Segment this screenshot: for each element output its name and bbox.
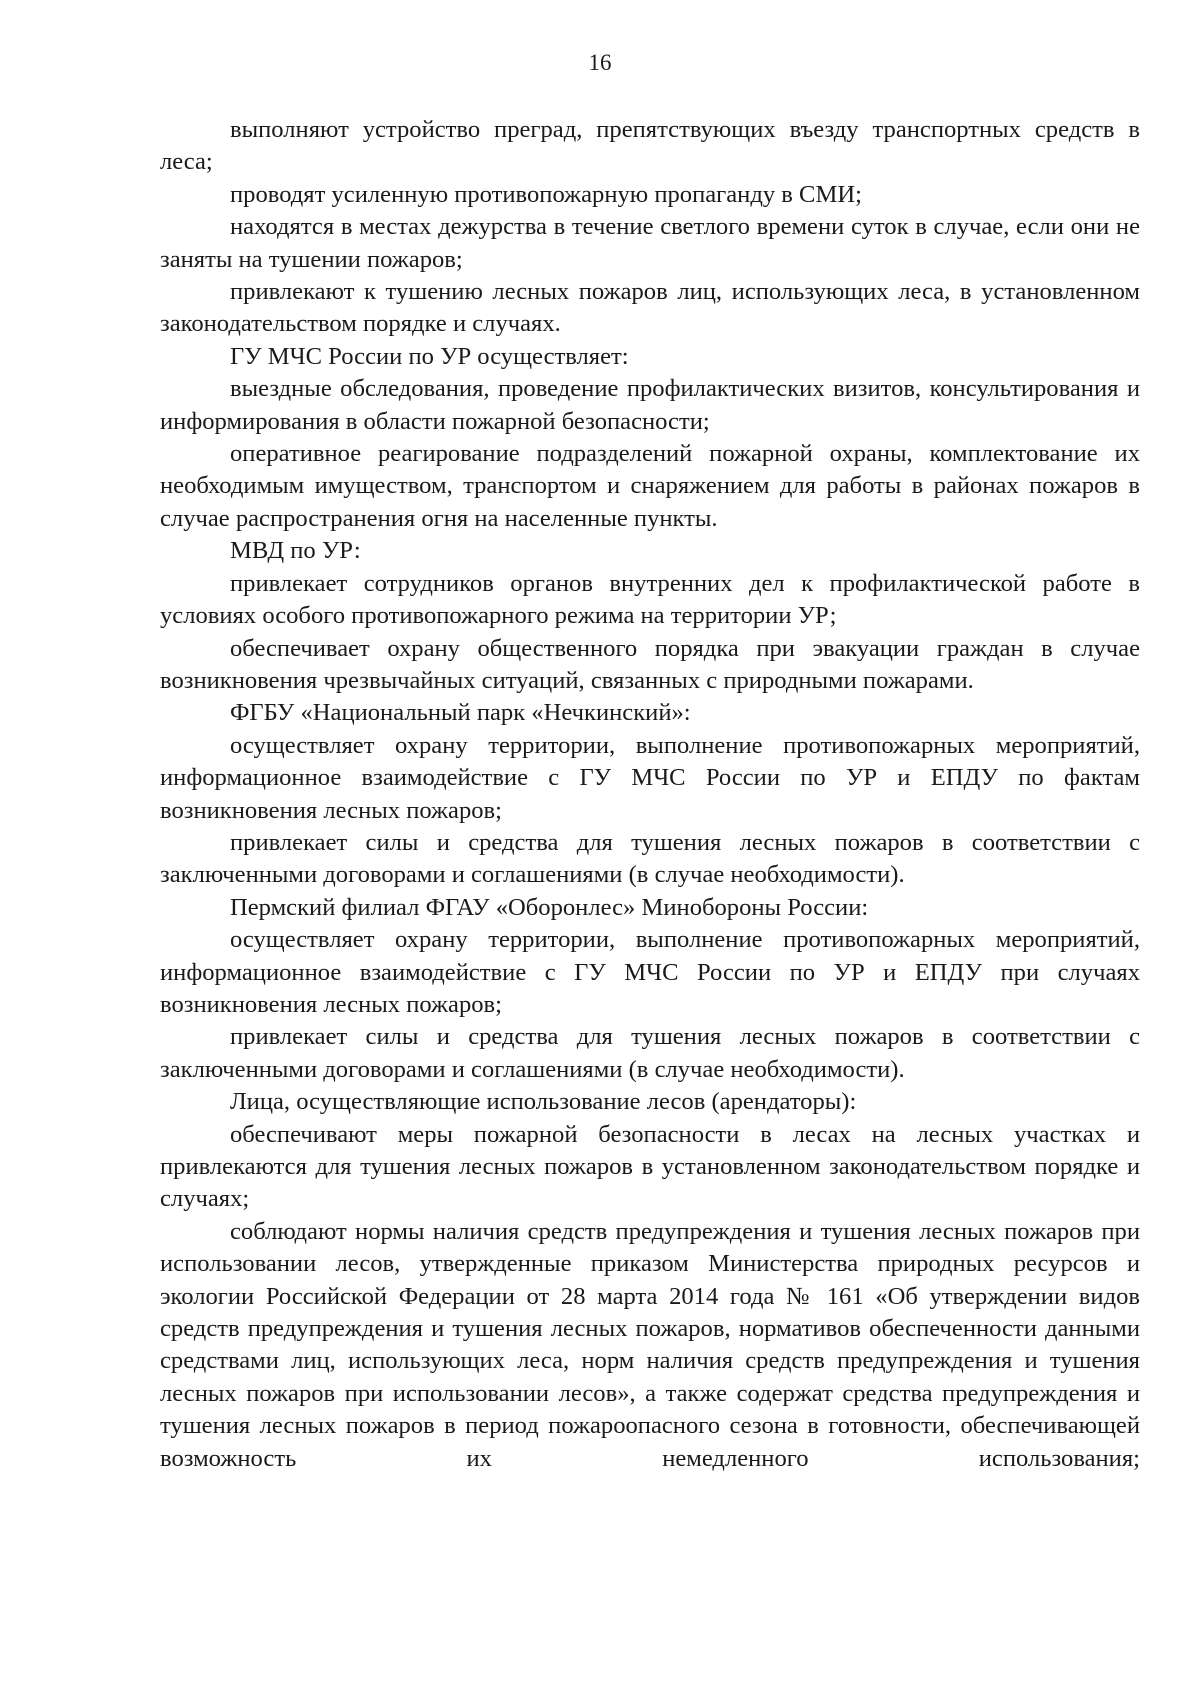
section-heading-forest-users: Лица, осуществляющие использование лесов (арендаторы): — [230, 1088, 857, 1116]
section-heading-oboronles: Пермский филиал ФГАУ «Оборонлес» Минобороны России: — [230, 893, 869, 921]
paragraph: соблюдают нормы наличия средств предупреждения и тушения лесных пожаров при использовании лесов, утвержденные приказом Министерства природных ресурсов и экологии Российской Федерации от 28 марта 2014 года № 161 «Об утверждении видов средств предупреждения и тушения лесных пожаров, нормативов обеспеченности данными средствами лиц, использующих леса, норм наличия средств предупреждения и тушения лесных пожаров при использовании лесов», а также содержат средства предупреждения и тушения лесных пожаров в период пожароопасного сезона в готовности, обеспечивающей возможность их немедленного использования; — [160, 1217, 1140, 1472]
paragraph: выполняют устройство преград, препятствующих въезду транспортных средств в леса; — [160, 116, 1140, 176]
paragraph: находятся в местах дежурства в течение светлого времени суток в случае, если они не заняты на тушении пожаров; — [160, 213, 1140, 273]
document-body — [160, 114, 1140, 1475]
paragraph: обеспечивают меры пожарной безопасности в лесах на лесных участках и привлекаются для тушения лесных пожаров в установленном законодательством порядке и случаях; — [160, 1120, 1140, 1213]
paragraph: выездные обследования, проведение профилактических визитов, консультирования и информирования в области пожарной безопасности; — [160, 375, 1140, 435]
paragraph: обеспечивает охрану общественного порядка при эвакуации граждан в случае возникновения чрезвычайных ситуаций, связанных с природными пожарами. — [160, 634, 1140, 694]
paragraph: осуществляет охрану территории, выполнение противопожарных мероприятий, информационное взаимодействие с ГУ МЧС России по УР и ЕПДУ при случаях возникновения лесных пожаров; — [160, 926, 1140, 1018]
paragraph: проводят усиленную противопожарную пропаганду в СМИ; — [230, 180, 862, 208]
paragraph: осуществляет охрану территории, выполнение противопожарных мероприятий, информационное взаимодействие с ГУ МЧС России по УР и ЕПДУ по фактам возникновения лесных пожаров; — [160, 731, 1140, 824]
section-heading-national-park: ФГБУ «Национальный парк «Нечкинский»: — [230, 699, 691, 727]
section-heading-mvd: МВД по УР: — [230, 537, 361, 565]
paragraph: привлекает силы и средства для тушения лесных пожаров в соответствии с заключенными договорами и соглашениями (в случае необходимости). — [160, 1023, 1140, 1083]
paragraph: оперативное реагирование подразделений пожарной охраны, комплектование их необходимым имуществом, транспортом и снаряжением для работы в районах пожаров в случае распространения огня на населенные пункты. — [160, 440, 1140, 532]
paragraph: привлекает силы и средства для тушения лесных пожаров в соответствии с заключенными договорами и соглашениями (в случае необходимости). — [160, 828, 1140, 889]
section-heading-mchs: ГУ МЧС России по УР осуществляет: — [230, 342, 629, 370]
page-number: 16 — [588, 50, 612, 75]
paragraph: привлекают к тушению лесных пожаров лиц, использующих леса, в установленном законодательством порядке и случаях. — [160, 278, 1140, 338]
paragraph: привлекает сотрудников органов внутренних дел к профилактической работе в условиях особого противопожарного режима на территории УР; — [160, 569, 1140, 630]
